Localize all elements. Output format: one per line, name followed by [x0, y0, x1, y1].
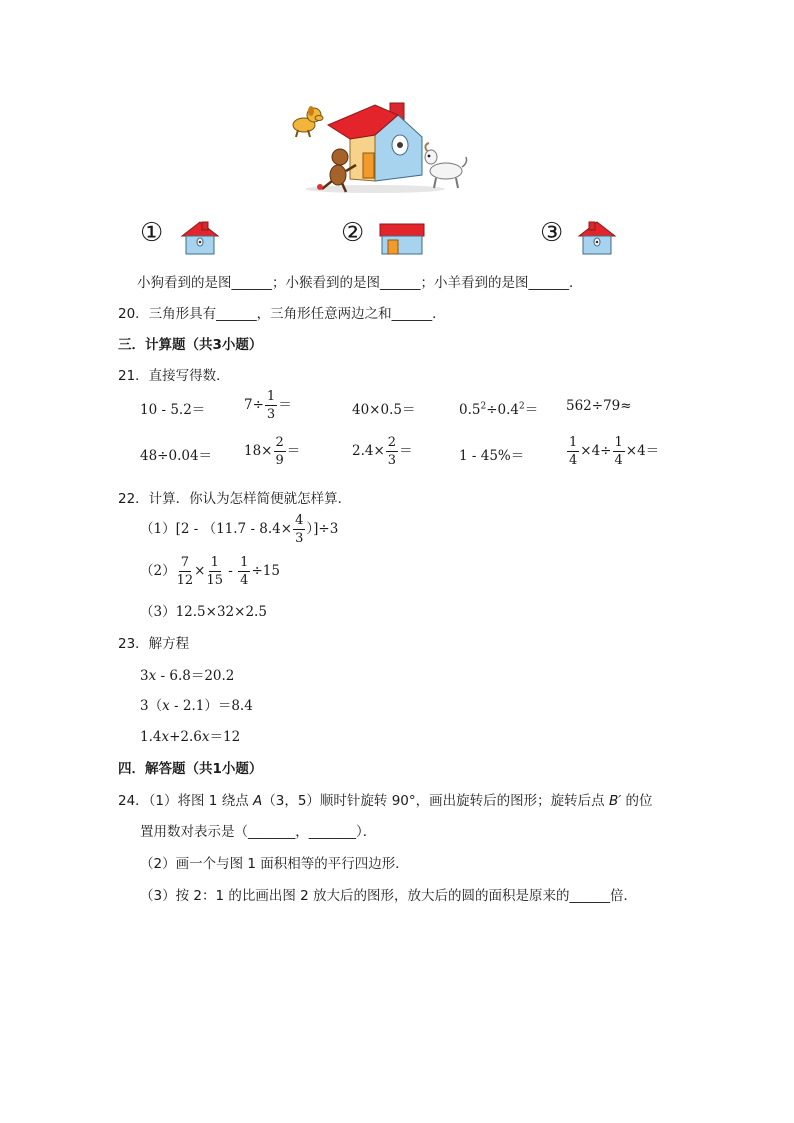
q21-item-3: 40×0.5＝: [352, 402, 416, 418]
q19-answer-line: 小狗看到的是图______；小猴看到的是图______；小羊看到的是图______．: [137, 275, 583, 291]
option-2-house-front-view-icon: [378, 222, 426, 256]
q22-part-3: （3）12.5×32×2.5: [140, 604, 267, 620]
q21-title: 21．直接写得数．: [118, 368, 230, 384]
q23-equation-3: 1.4x+2.6x＝12: [140, 729, 241, 745]
house-scene-illustration: [280, 95, 475, 200]
q21-item-9: 1 - 45%＝: [459, 448, 525, 464]
goat-figure: [425, 143, 467, 188]
dog-figure: [293, 106, 323, 137]
option-1-house-side-view-icon: [180, 220, 220, 256]
q22-title: 22．计算．你认为怎样简便就怎样算．: [118, 491, 352, 507]
q24-part-3: （3）按 2：1 的比画出图 2 放大后的图形，放大后的圆的面积是原来的______倍．: [140, 888, 638, 904]
q21-item-2: 7÷ $\frac{1}{3}$ ＝: [244, 389, 292, 422]
q21-item-7: 18× $\frac{2}{9}$ ＝: [244, 435, 301, 468]
q21-item-5: 562÷79≈: [566, 398, 632, 414]
q24-line-2: 置用数对表示是（_______，_______）．: [140, 824, 377, 840]
q21-item-10: $\frac{1}{4}$ ×4÷ $\frac{1}{4}$ ×4＝: [569, 435, 660, 468]
option-3-house-side-view-icon: [577, 220, 617, 256]
q24-part-2: （2）画一个与图 1 面积相等的平行四边形．: [140, 856, 409, 872]
q20-text: 20．三角形具有______，三角形任意两边之和______．: [118, 306, 446, 322]
q22-part-2: （2） $\frac{7}{12}$ × $\frac{1}{15}$ - $\frac{1}{4}$ ÷15: [140, 555, 280, 588]
q21-item-1: 10 - 5.2＝: [140, 402, 206, 418]
section-3-title: 三．计算题（共3小题）: [118, 337, 263, 353]
option-3-number: ③: [540, 218, 564, 248]
q24-line-1: 24．（1）将图 1 绕点 A（3，5）顺时针旋转 90°，画出旋转后的图形；旋转后点 B′ 的位: [118, 793, 653, 809]
q21-item-8: 2.4× $\frac{2}{3}$ ＝: [352, 435, 413, 468]
q21-item-4: $0.5^2\div 0.4^2=$: [459, 401, 539, 418]
q22-part-1: （1）[2 - （11.7 - 8.4× $\frac{4}{3}$ ）]÷3: [140, 513, 339, 546]
q21-item-6: 48÷0.04＝: [140, 448, 213, 464]
option-1-number: ①: [140, 218, 164, 248]
option-2-number: ②: [341, 218, 365, 248]
q23-equation-2: 3（x - 2.1）＝8.4: [140, 698, 253, 714]
q23-title: 23．解方程: [118, 636, 190, 652]
q23-equation-1: 3x - 6.8＝20.2: [140, 668, 235, 684]
section-4-title: 四．解答题（共1小题）: [118, 761, 263, 777]
